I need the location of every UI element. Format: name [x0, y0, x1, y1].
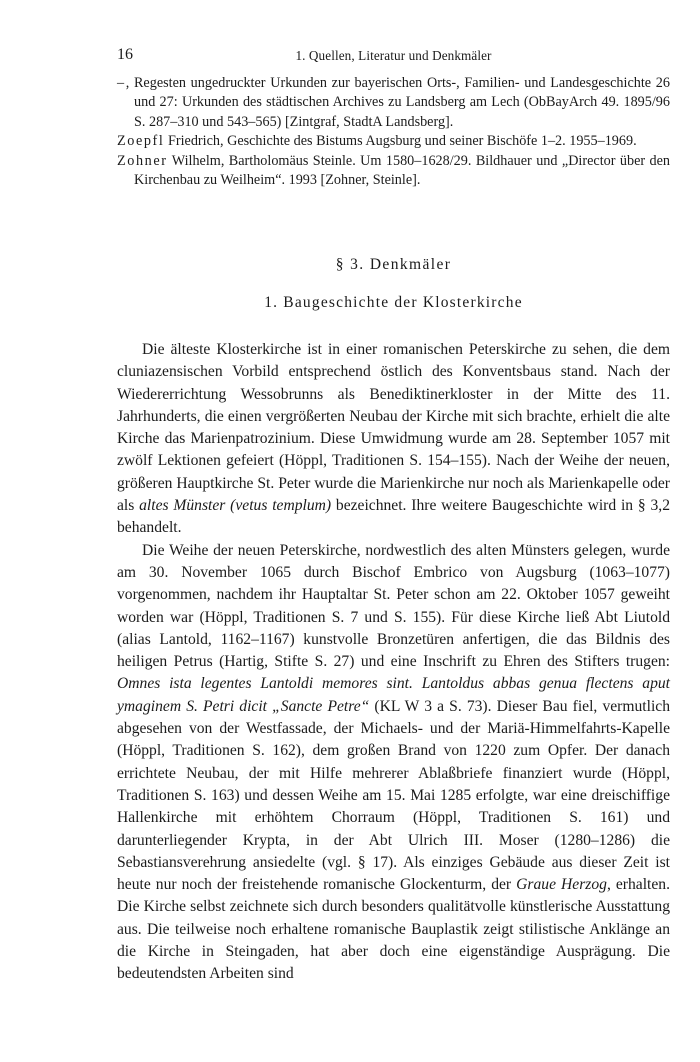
bibliography-entry	[117, 152, 670, 191]
paragraph	[117, 540, 670, 986]
section-heading: § 3. Denkmäler	[335, 256, 452, 273]
body-text	[117, 339, 670, 986]
entry-text: Friedrich, Geschichte des Bistums Augsburg und seiner Bischöfe 1–2. 1955–1969.	[164, 133, 637, 150]
bibliography-entry	[117, 74, 670, 132]
text-run: (KL W 3 a S. 73). Dieser Bau fiel, vermutlich abgesehen von der Westfassade, der Michaels- und der Mariä-Himmelfahrts-Kapelle (Höppl, Traditionen S. 162), dem großen Brand von 1220 zum Opfer. Der danach errichtete Neubau, der mit Hilfe mehrerer Ablaßbriefe finanziert wurde (Höppl, Traditionen S. 163) und dessen Weihe am 15. Mai 1285 erfolgte, war eine dreischiffige Hallenkirche mit erhöhtem Chorraum (Höppl, Traditionen S. 161) und darunterliegender Krypta, in der Abt Ulrich III. Moser (1280–1286) die Sebastiansverehrung ansiedelte (vgl. § 17). Als einziges Gebäude aus dieser Zeit ist heute nur noch der freistehende romanische Glockenturm, der	[117, 697, 670, 894]
text-run: Die Weihe der neuen Peterskirche, nordwestlich des alten Münsters gelegen, wurde am 30. November 1065 durch Bischof Embrico von Augsburg (1063–1077) vorgenommen, nachdem ihr Hauptaltar St. Peter schon am 22. Oktober 1057 geweiht worden war (Höppl, Traditionen S. 7 und S. 155). Für diese Kirche ließ Abt Liutold (alias Lantold, 1162–1167) kunstvolle Bronzetüren anfertigen, die das Bildnis des heiligen Petrus (Hartig, Stifte S. 27) und eine Inschrift zu Ehren des Stifters trugen:	[117, 541, 670, 671]
entry-author: –	[117, 75, 126, 91]
running-title: 1. Quellen, Literatur und Denkmäler	[295, 48, 492, 63]
italic-term: Graue Herzog	[516, 876, 607, 894]
text-run: , erhalten. Die Kirche selbst zeichnete sich durch besonders qualitätvolle künstlerische Ausstattung aus. Die teilweise noch erhaltene romanische Bauplastik zeigt stilistische Anklänge an die Kirche in Steingaden, hat aber doch eine eigenständige Ausprägung. Die bedeutendsten Arbeiten sind	[117, 876, 670, 983]
bibliography-list	[117, 74, 670, 190]
paragraph	[117, 339, 670, 540]
entry-text: Wilhelm, Bartholomäus Steinle. Um 1580–1628/29. Bildhauer und „Director über den Kirchenbau zu Weilheim“. 1993 [Zohner, Steinle].	[134, 152, 670, 189]
inscription-quote: Omnes ista legentes Lantoldi memores sint. Lantoldus abbas genua flectens aput ymaginem S. Petri dicit „Sancte Petre“	[117, 675, 670, 715]
bibliography-entry	[117, 132, 670, 151]
page-number: 16	[117, 46, 133, 63]
entry-text: , Regesten ungedruckter Urkunden zur bayerischen Orts-, Familien- und Landesgeschichte 26 und 27: Urkunden des städtischen Archives zu Landsberg am Lech (ObBayArch 49. 1895/96 S. 287–310 und 543–565) [Zintgraf, StadtA Landsberg].	[125, 75, 670, 130]
entry-author: Zohner	[117, 152, 168, 169]
text-run: bezeichnet. Ihre weitere Baugeschichte wird in § 3,2 behandelt.	[117, 497, 670, 537]
sub-heading: 1. Baugeschichte der Klosterkirche	[264, 294, 523, 311]
entry-author: Zoepfl	[117, 133, 165, 150]
running-head	[117, 46, 670, 68]
text-run: Die älteste Klosterkirche ist in einer romanischen Peterskirche zu sehen, die dem cluniazensischen Vorbild entsprechend östlich des Konventsbaus stand. Nach der Wiedererrichtung Wessobrunns als Benediktinerkloster in der Mitte des 11. Jahrhunderts, die einen vergrößerten Neubau der Kirche mit sich brachte, erhielt die alte Kirche das Marienpatrozinium. Diese Umwidmung wurde am 28. September 1057 mit zwölf Lektionen gefeiert (Höppl, Traditionen S. 154–155). Nach der Weihe der neuen, größeren Hauptkirche St. Peter wurde die Marienkirche nur noch als Marienkapelle oder als	[117, 341, 670, 515]
italic-term: altes Münster (vetus templum)	[139, 497, 332, 515]
